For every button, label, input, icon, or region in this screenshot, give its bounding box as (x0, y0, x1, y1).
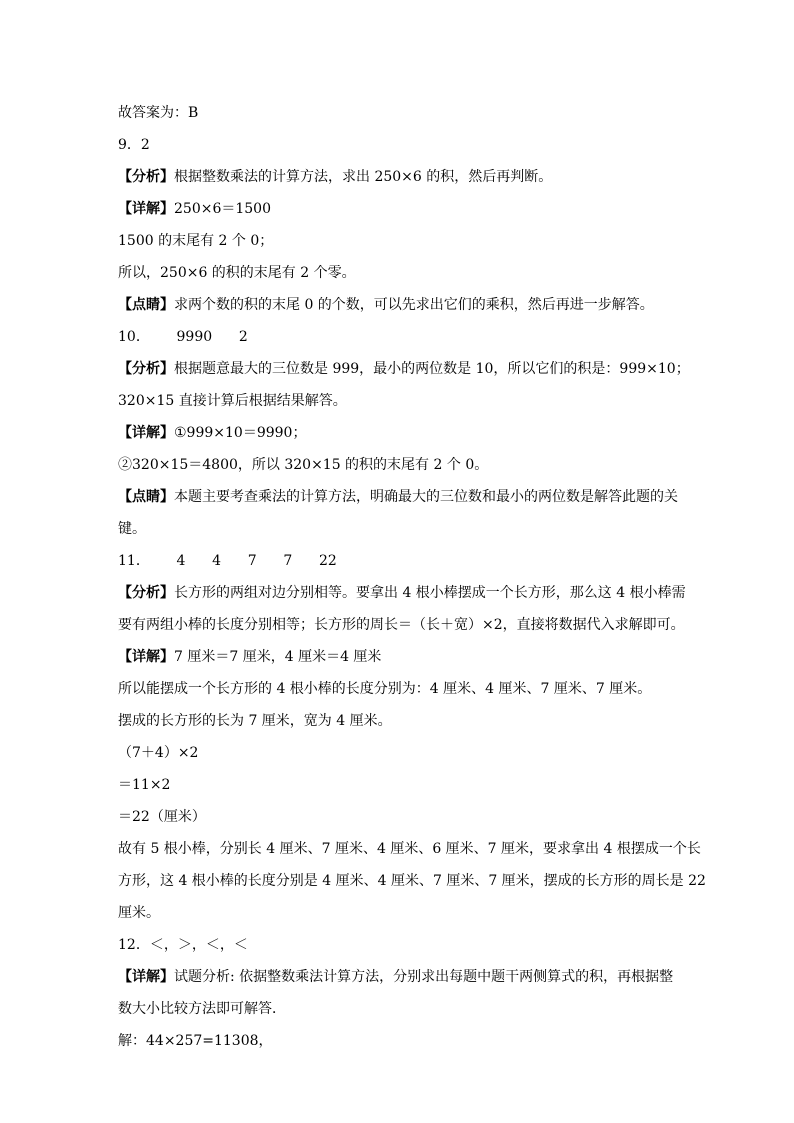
section-text: 试题分析: 依据整数乘法计算方法，分别求出每题中题干两侧算式的积，再根据整 (174, 969, 674, 985)
text-line: 摆成的长方形的长为 7 厘米，宽为 4 厘米。 (118, 713, 392, 729)
detail-line (118, 199, 684, 219)
section-text: 250×6＝1500 (174, 201, 271, 217)
section-text: 本题主要考查乘法的计算方法，明确最大的三位数和最小的两位数是解答此题的关 (174, 489, 678, 505)
answer-number: 10． 9990 2 (118, 329, 248, 345)
text-line: 所以能摆成一个长方形的 4 根小棒的长度分别为：4 厘米、4 厘米、7 厘米、7 厘米。 (118, 681, 652, 697)
text-line: 解：44×257=11308， (118, 1033, 273, 1049)
formula-line: ＝22（厘米） (118, 809, 206, 825)
section-tag: 【详解】 (118, 201, 174, 217)
text-line: ②320×15＝4800，所以 320×15 的积的末尾有 2 个 0。 (118, 457, 489, 473)
section-text: 长方形的两组对边分别相等。要拿出 4 根小棒摆成一个长方形，那么这 4 根小棒需 (174, 585, 686, 601)
section-tag: 【详解】 (118, 649, 174, 665)
section-tag: 【分析】 (118, 361, 174, 377)
formula-line: （7＋4）×2 (118, 745, 199, 761)
section-tag: 【分析】 (118, 169, 174, 185)
analysis-line (118, 359, 690, 379)
analysis-line (118, 167, 684, 187)
section-tag: 【分析】 (118, 585, 174, 601)
text-line: 320×15 直接计算后根据结果解答。 (118, 393, 347, 409)
text-line: 故答案为：B (118, 105, 199, 121)
text-line: 故有 5 根小棒，分别长 4 厘米、7 厘米、4 厘米、6 厘米、7 厘米，要求拿出 4 根摆成一个长 (118, 841, 701, 857)
text-line: 厘米。 (118, 905, 160, 921)
section-text: 7 厘米＝7 厘米，4 厘米＝4 厘米 (174, 649, 382, 665)
text-line: 所以，250×6 的积的末尾有 2 个零。 (118, 265, 356, 281)
text-line: 要有两组小棒的长度分别相等；长方形的周长＝（长＋宽）×2，直接将数据代入求解即可。 (118, 617, 685, 633)
text-line: 键。 (118, 521, 146, 537)
text-line: 数大小比较方法即可解答． (118, 1001, 286, 1017)
section-tag: 【详解】 (118, 969, 174, 985)
detail-line (118, 423, 684, 443)
detail-line (118, 647, 684, 667)
section-text: 根据题意最大的三位数是 999，最小的两位数是 10，所以它们的积是：999×10； (174, 361, 690, 377)
section-text: ①999×10＝9990； (174, 425, 307, 441)
text-line: 方形，这 4 根小棒的长度分别是 4 厘米、4 厘米、7 厘米、7 厘米，摆成的长方形的周长是 22 (118, 873, 706, 889)
comment-line (118, 295, 684, 315)
section-tag: 【点睛】 (118, 297, 174, 313)
section-tag: 【详解】 (118, 425, 174, 441)
text-line: 1500 的末尾有 2 个 0； (118, 233, 274, 249)
detail-line (118, 967, 684, 987)
section-tag: 【点睛】 (118, 489, 174, 505)
formula-line: ＝11×2 (118, 777, 171, 793)
section-text: 求两个数的积的末尾 0 的个数，可以先求出它们的乘积，然后再进一步解答。 (174, 297, 654, 313)
section-text: 根据整数乘法的计算方法，求出 250×6 的积，然后再判断。 (174, 169, 553, 185)
answer-number: 11． 4 4 7 7 22 (118, 553, 337, 569)
comment-line (118, 487, 684, 507)
answer-number: 12．＜，＞，＜，＜ (118, 937, 248, 953)
answer-number: 9．2 (118, 137, 150, 153)
analysis-line (118, 583, 684, 603)
